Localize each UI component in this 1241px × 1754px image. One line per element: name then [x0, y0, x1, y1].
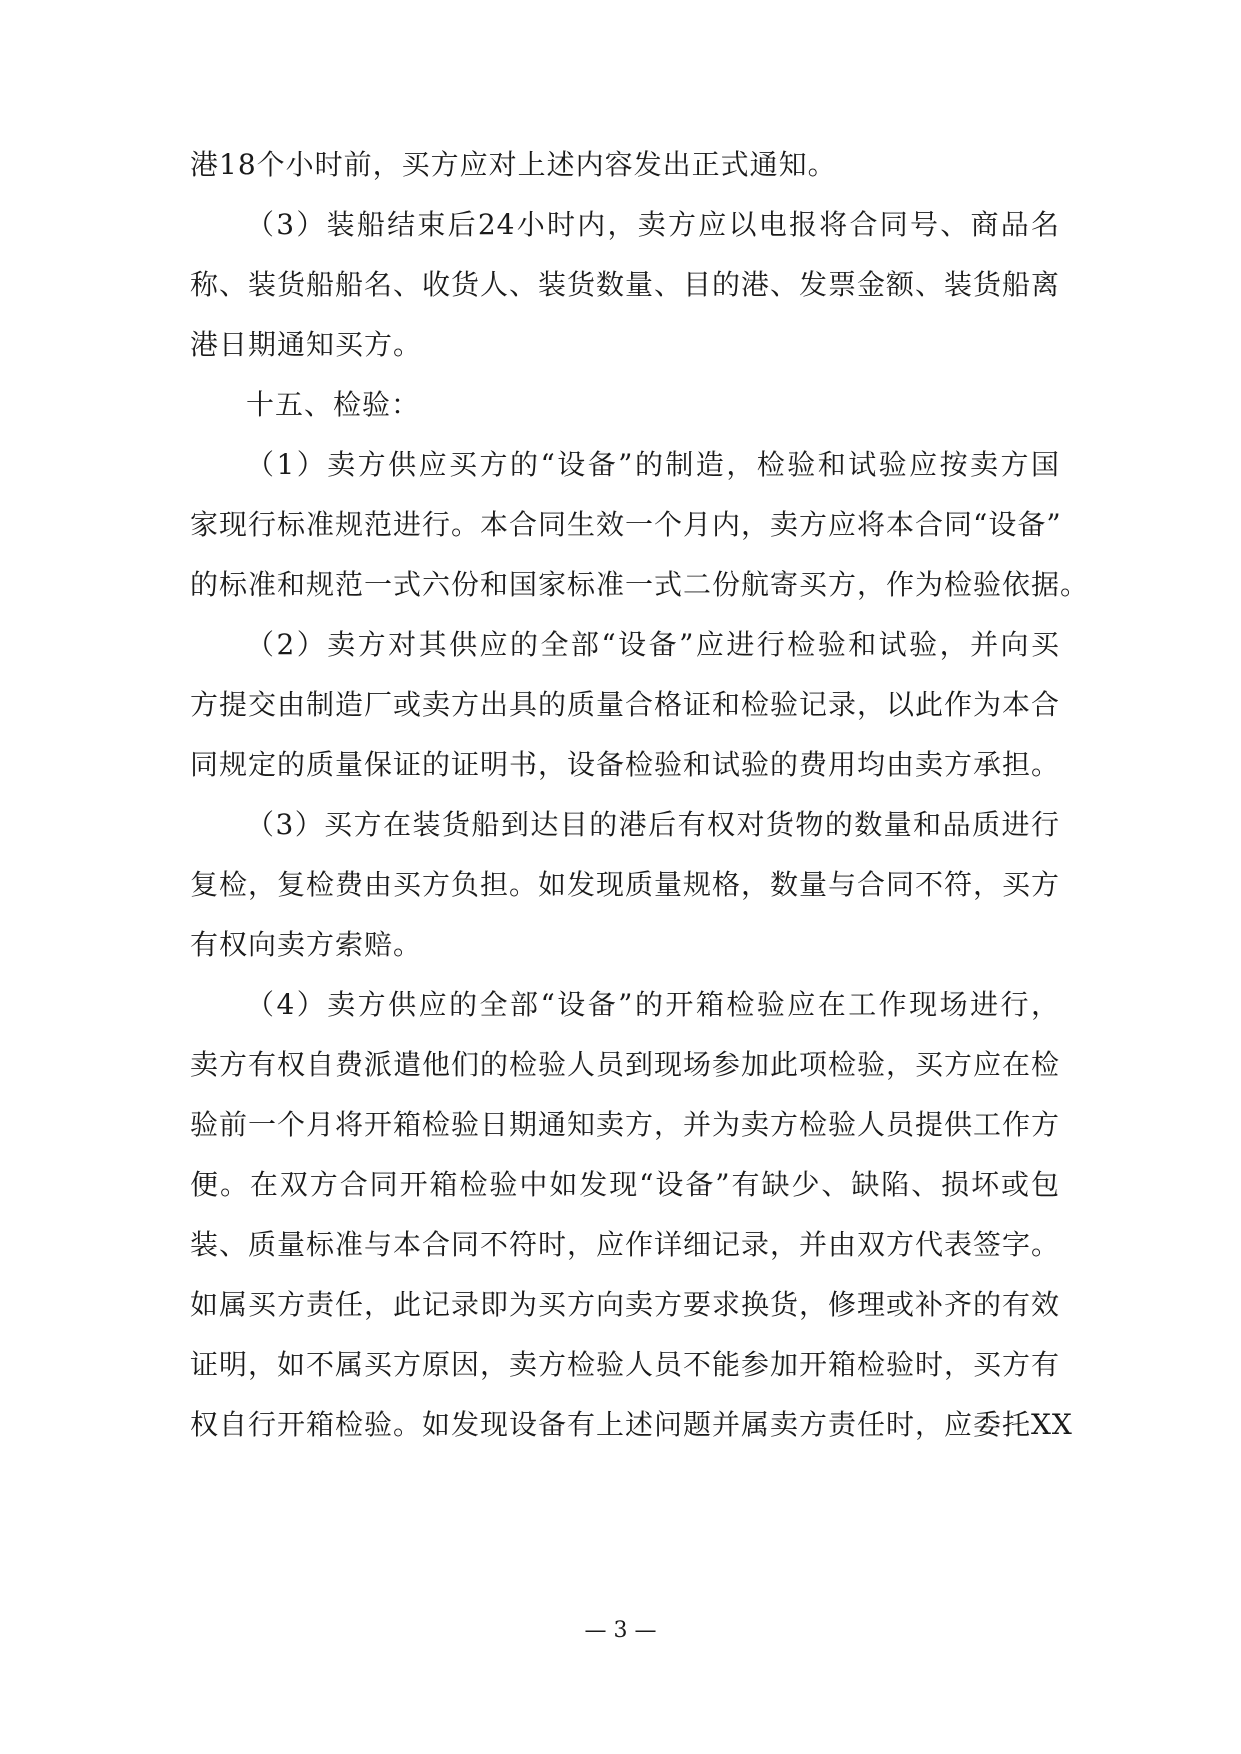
text-line: 便。在双方合同开箱检验中如发现“设备”有缺少、缺陷、损坏或包: [190, 1168, 1060, 1201]
text-line: 港日期通知买方。: [190, 328, 423, 361]
text-line: 港18个小时前，买方应对上述内容发出正式通知。: [190, 148, 837, 181]
text-line: （3）装船结束后24小时内，卖方应以电报将合同号、商品名: [246, 208, 1060, 241]
text-line: 方提交由制造厂或卖方出具的质量合格证和检验记录，以此作为本合: [190, 688, 1061, 721]
text-line: 家现行标准规范进行。本合同生效一个月内，卖方应将本合同“设备”: [190, 508, 1062, 541]
text-line: （3）买方在装货船到达目的港后有权对货物的数量和品质进行: [246, 808, 1060, 841]
text-line: 的标准和规范一式六份和国家标准一式二份航寄买方，作为检验依据。: [190, 568, 1090, 601]
text-line: 验前一个月将开箱检验日期通知卖方，并为卖方检验人员提供工作方: [190, 1108, 1061, 1141]
text-line: （2）卖方对其供应的全部“设备”应进行检验和试验，并向买: [246, 628, 1060, 661]
text-line: 证明，如不属买方原因，卖方检验人员不能参加开箱检验时，买方有: [190, 1348, 1061, 1381]
text-line: 装、质量标准与本合同不符时，应作详细记录，并由双方代表签字。: [190, 1228, 1061, 1261]
section-heading: 十五、检验：: [246, 388, 421, 421]
page-number: — 3 —: [584, 1618, 657, 1643]
text-line: 如属买方责任，此记录即为买方向卖方要求换货，修理或补齐的有效: [190, 1288, 1061, 1321]
text-line: 称、装货船船名、收货人、装货数量、目的港、发票金额、装货船离: [190, 268, 1061, 301]
text-line: （4）卖方供应的全部“设备”的开箱检验应在工作现场进行，: [246, 988, 1060, 1021]
text-line: 权自行开箱检验。如发现设备有上述问题并属卖方责任时，应委托XX: [190, 1408, 1073, 1441]
text-line: （1）卖方供应买方的“设备”的制造，检验和试验应按卖方国: [246, 448, 1060, 481]
text-line: 同规定的质量保证的证明书，设备检验和试验的费用均由卖方承担。: [190, 748, 1061, 781]
text-line: 复检，复检费由买方负担。如发现质量规格，数量与合同不符，买方: [190, 868, 1061, 901]
text-line: 卖方有权自费派遣他们的检验人员到现场参加此项检验，买方应在检: [190, 1048, 1061, 1081]
text-line: 有权向卖方索赔。: [190, 928, 423, 961]
